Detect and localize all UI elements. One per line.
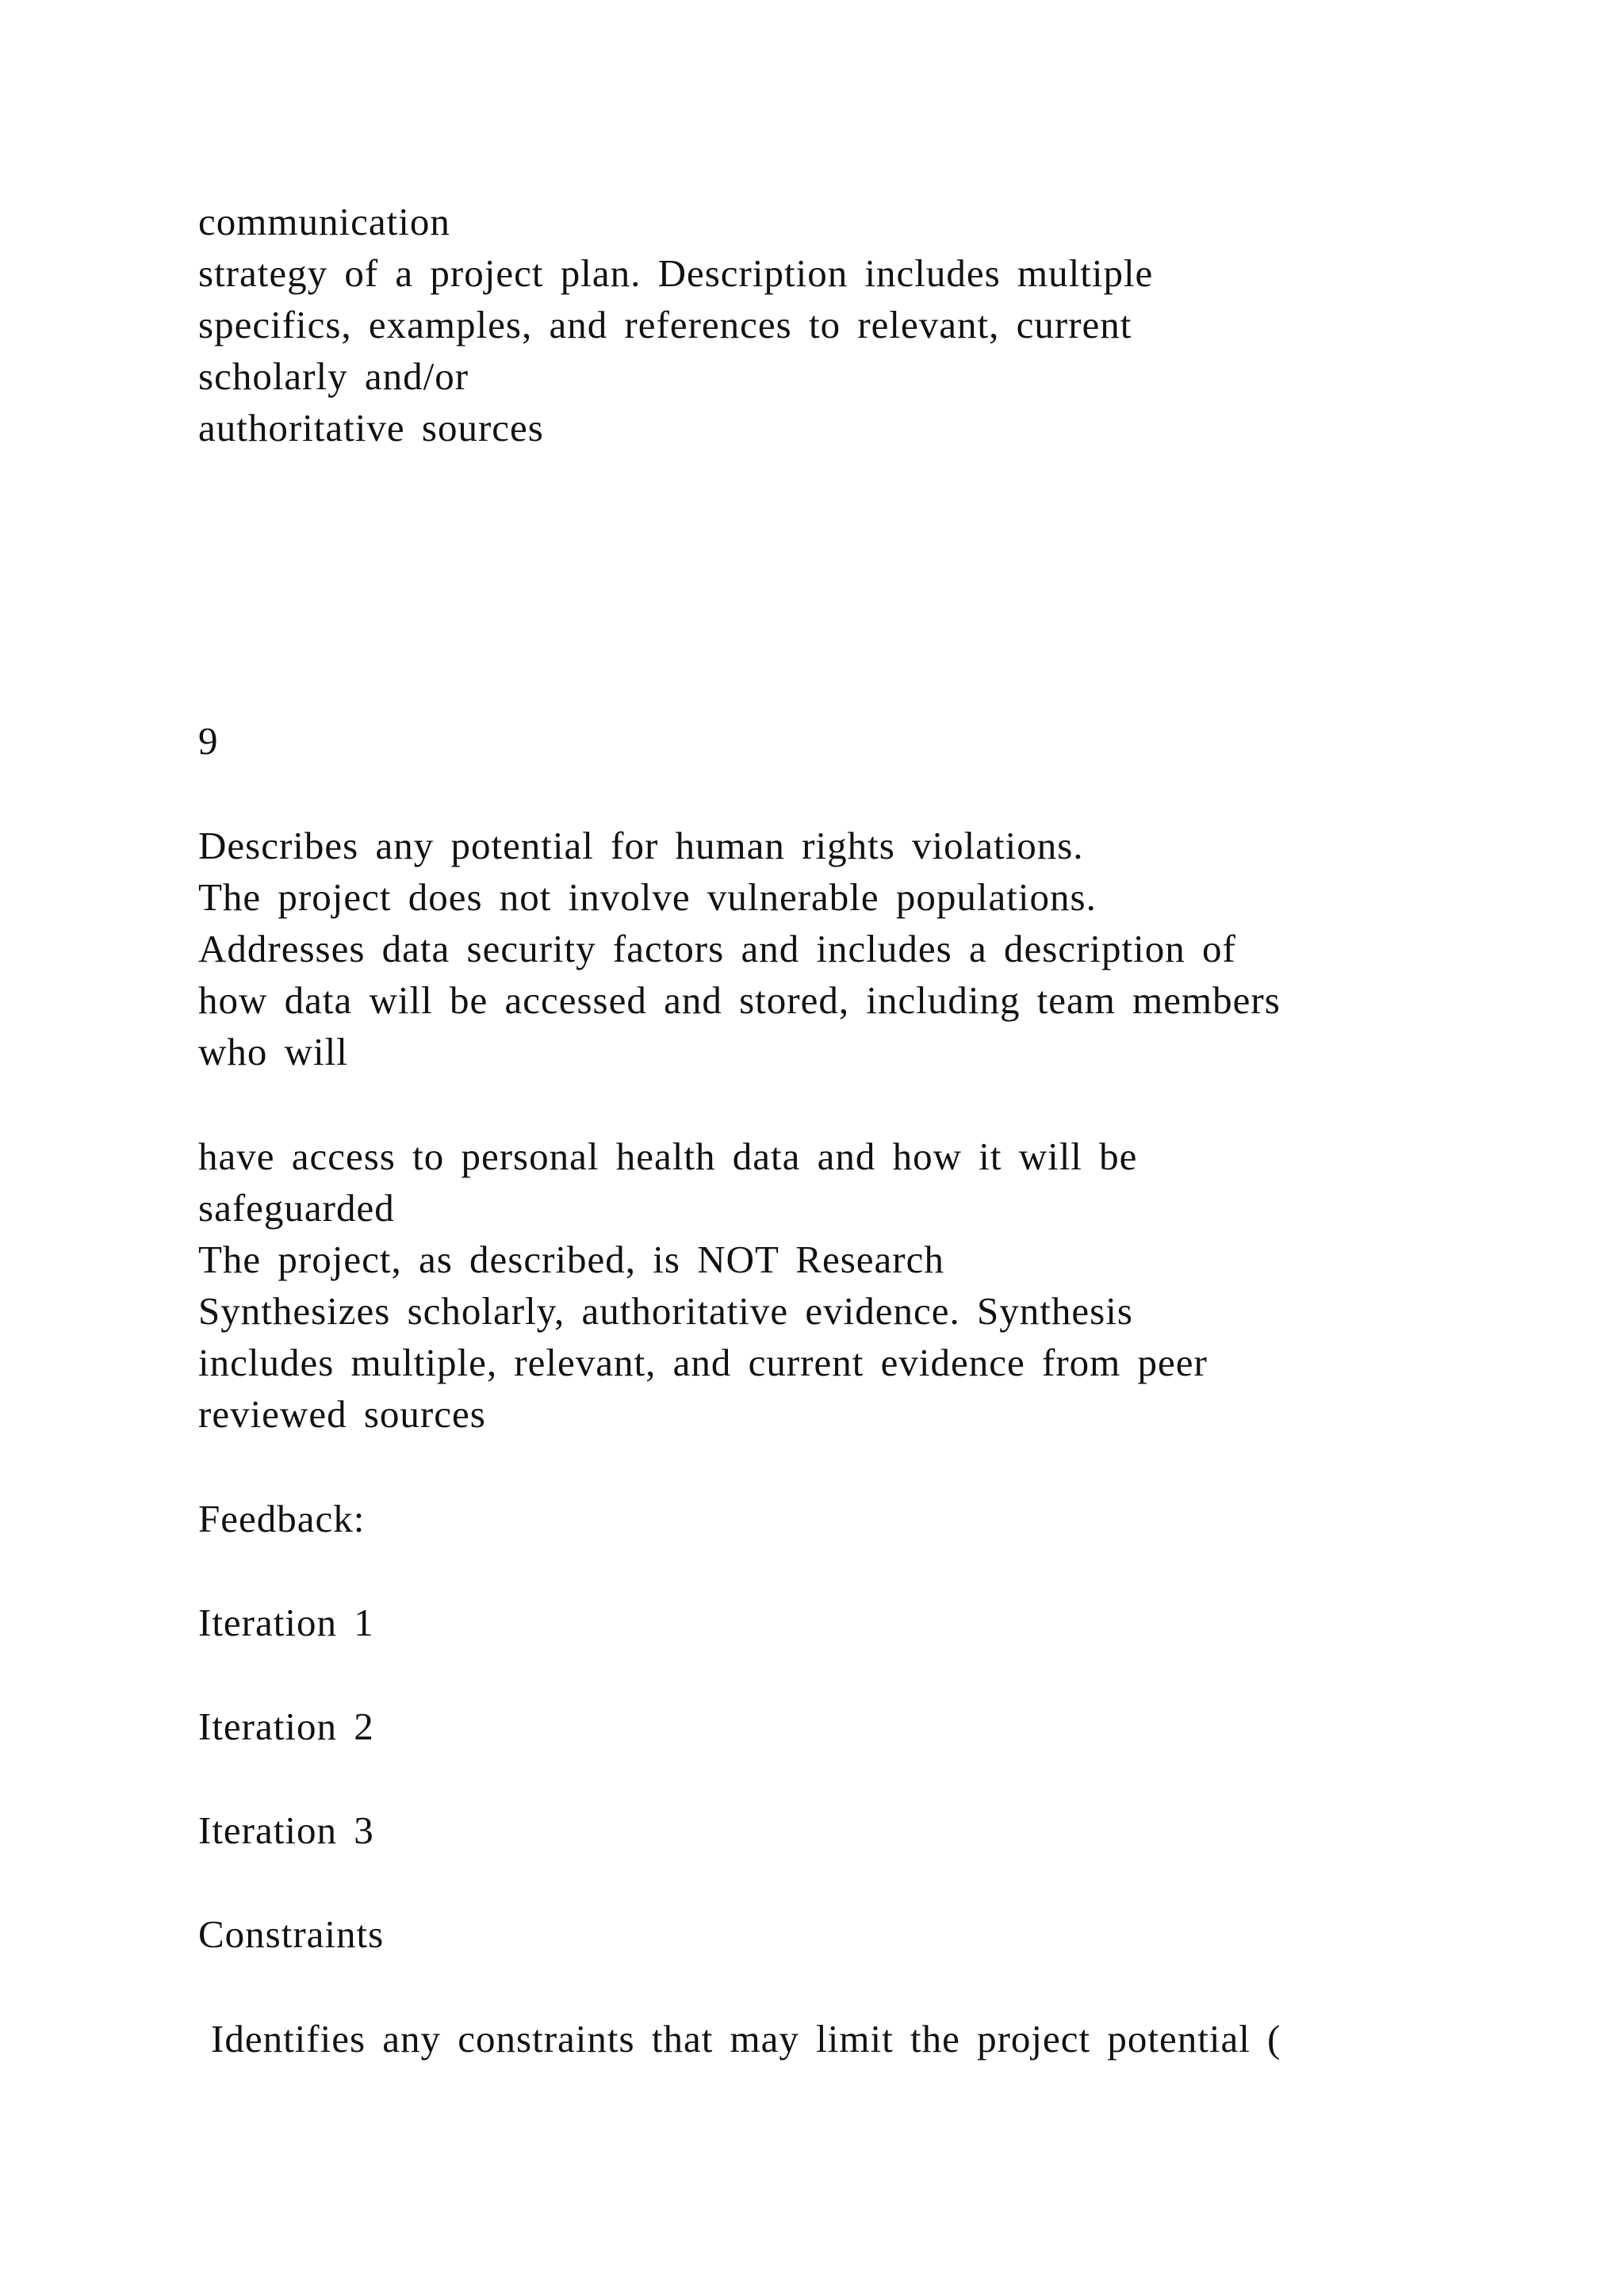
- text-line: Identifies any constraints that may limit the project potential (: [211, 2017, 1281, 2061]
- constraints-heading: Constraints: [198, 1912, 385, 1956]
- iteration-label: Iteration 1: [198, 1601, 374, 1644]
- text-line: Synthesizes scholarly, authoritative evidence. Synthesis: [198, 1289, 1133, 1333]
- text-line: strategy of a project plan. Description includes multiple: [198, 251, 1154, 295]
- text-line: communication: [198, 200, 450, 243]
- text-line: Describes any potential for human rights violations.: [198, 824, 1084, 867]
- text-line: The project does not involve vulnerable populations.: [198, 875, 1097, 919]
- iteration-label: Iteration 2: [198, 1705, 374, 1748]
- feedback-heading: Feedback:: [198, 1497, 366, 1540]
- text-line: authoritative sources: [198, 406, 544, 450]
- text-line: safeguarded: [198, 1186, 395, 1230]
- text-line: reviewed sources: [198, 1392, 486, 1436]
- text-line: includes multiple, relevant, and current evidence from peer: [198, 1341, 1208, 1384]
- text-line: specifics, examples, and references to relevant, current: [198, 303, 1132, 346]
- text-line: who will: [198, 1030, 348, 1073]
- page-number: 9: [198, 719, 219, 763]
- text-line: have access to personal health data and how it will be: [198, 1135, 1138, 1178]
- text-line: The project, as described, is NOT Research: [198, 1238, 944, 1281]
- text-line: how data will be accessed and stored, including team members: [198, 978, 1281, 1022]
- text-line: Addresses data security factors and includes a description of: [198, 927, 1236, 970]
- iteration-label: Iteration 3: [198, 1808, 374, 1852]
- text-line: scholarly and/or: [198, 354, 469, 398]
